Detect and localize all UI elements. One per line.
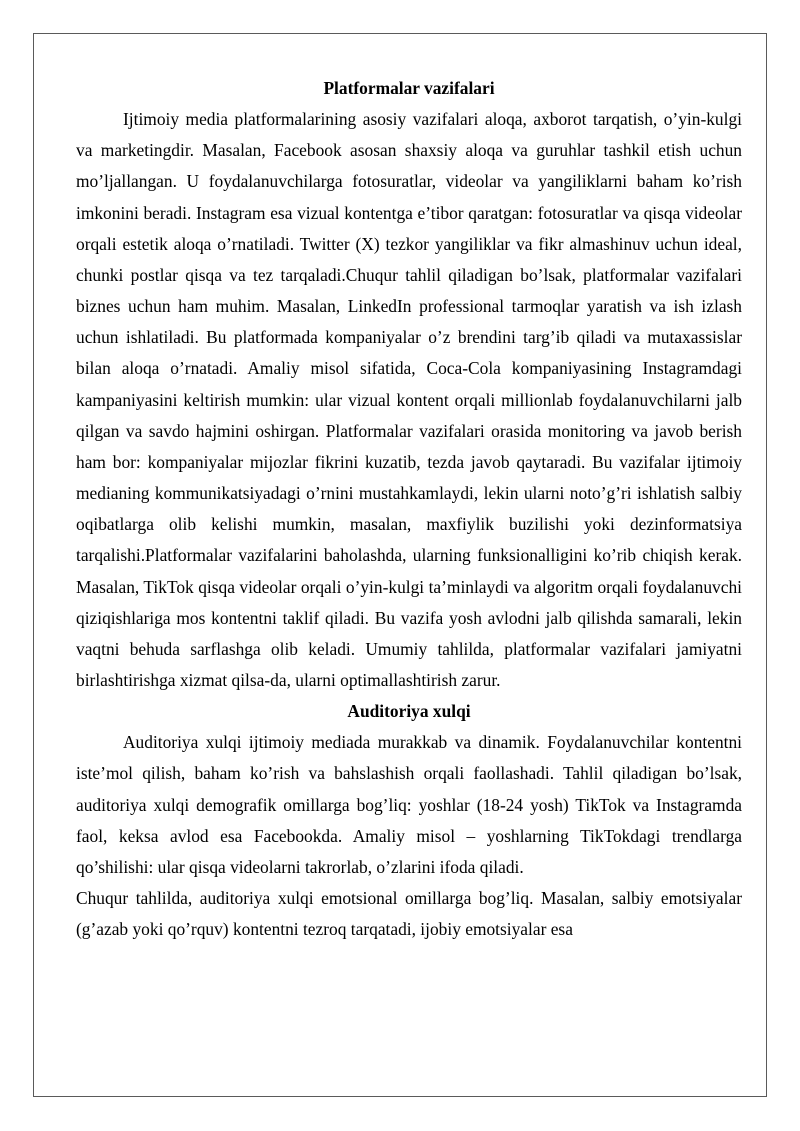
paragraph-audience-emotions: Chuqur tahlilda, auditoriya xulqi emotsional omillarga bog’liq. Masalan, salbiy emotsiyalar (g’azab yoki qo’rquv) kontentni tezroq tarqatadi, ijobiy emotsiyalar esa bbox=[76, 888, 742, 940]
paragraph-audience-behavior: Auditoriya xulqi ijtimoiy mediada murakkab va dinamik. Foydalanuvchilar kontentni iste’mol qilish, baham ko’rish va bahslashish orqali faollashadi. Tahlil qiladigan bo’lsak, auditoriya xulqi demografik omillarga bog’liq: yoshlar (18-24 yosh) TikTok va Instagramda faol, keksa avlod esa Facebookda. Amaliy misol – yoshlarning TikTokdagi trendlarga qo’shilishi: ular qisqa videolarni takrorlab, o’zlarini ifoda qiladi. bbox=[76, 732, 742, 877]
paragraph-platform-functions: Ijtimoiy media platformalarining asosiy vazifalari aloqa, axborot tarqatish, o’yin-kulgi va marketingdir. Masalan, Facebook asosan shaxsiy aloqa va guruhlar tashkil etish uchun mo’ljallangan. U foydalanuvchilarga fotosuratlar, videolar va yangiliklarni baham ko’rish imkonini beradi. Instagram esa vizual kontentga e’tibor qaratgan: fotosuratlar va qisqa videolar orqali estetik aloqa o’rnatiladi. Twitter (X) tezkor yangiliklar va fikr almashinuv uchun ideal, chunki postlar qisqa va tez tarqaladi.Chuqur tahlil qiladigan bo’lsak, platformalar vazifalari biznes uchun ham muhim. Masalan, LinkedIn professional tarmoqlar yaratish va ish izlash uchun ishlatiladi. Bu platformada kompaniyalar o’z brendini targ’ib qiladi va mutaxassislar bilan aloqa o’rnatadi. Amaliy misol sifatida, Coca-Cola kompaniyasining Instagramdagi kampaniyasini keltirish mumkin: ular vizual kontent orqali millionlab foydalanuvchilarni jalb qilgan va savdo hajmini oshirgan. Platformalar vazifalari orasida monitoring va javob berish ham bor: kompaniyalar mijozlar fikrini kuzatib, tezda javob qaytaradi. Bu vazifalar ijtimoiy medianing kommunikatsiyadagi o’rnini mustahkamlaydi, lekin ularni noto’g’ri ishlatish salbiy oqibatlarga olib kelishi mumkin, masalan, maxfiylik buzilishi yoki dezinformatsiya tarqalishi.Platformalar vazifalarini baholashda, ularning funksionalligini ko’rib chiqish kerak. Masalan, TikTok qisqa videolar orqali o’yin-kulgi ta’minlaydi va algoritm orqali foydalanuvchi qiziqishlariga mos kontentni taklif qiladi. Bu vazifa yosh avlodni jalb qilishda samarali, lekin vaqtni behuda sarflashga olib keladi. Umumiy tahlilda, platformalar vazifalari jamiyatni birlashtirishga xizmat qilsa-da, ularni optimallashtirish zarur. bbox=[76, 109, 742, 690]
section-title-audience-behavior: Auditoriya xulqi bbox=[347, 701, 471, 722]
section-title-platform-functions: Platformalar vazifalari bbox=[323, 78, 495, 98]
document-body bbox=[76, 73, 742, 945]
